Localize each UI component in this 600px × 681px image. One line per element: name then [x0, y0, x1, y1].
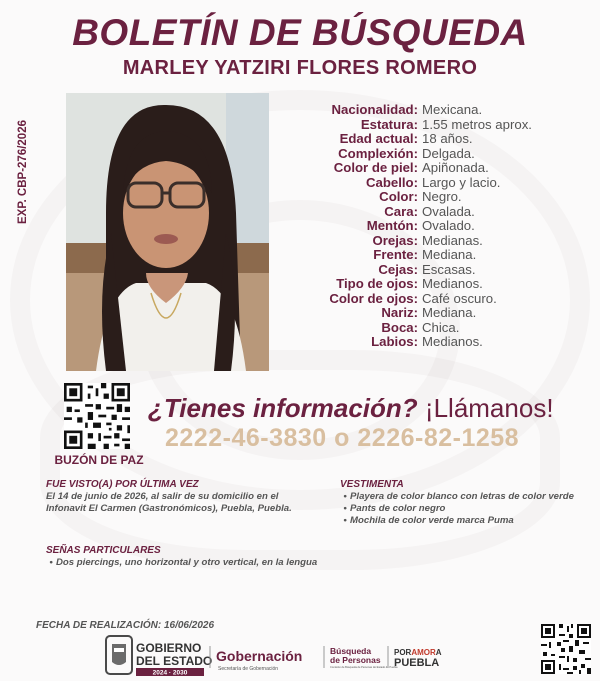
clothing-heading: VESTIMENTA: [340, 479, 404, 490]
detail-value: 18 años.: [422, 131, 473, 146]
detail-row: [290, 132, 590, 147]
footer-logo2-sub: Secretaría de Gobernación: [218, 666, 279, 672]
detail-label: Estatura:: [360, 116, 418, 132]
detail-value: Café oscuro.: [422, 290, 497, 306]
bullet-icon: •: [343, 503, 347, 514]
footer-logo3-line1: Búsqueda: [330, 646, 372, 656]
list-item: [46, 557, 446, 569]
bullet-icon: •: [343, 491, 347, 502]
bulletin-title: BOLETÍN DE BÚSQUEDA: [72, 12, 528, 53]
detail-row: [290, 176, 590, 191]
detail-label: Cara:: [384, 203, 418, 219]
marks-heading: SEÑAS PARTICULARES: [46, 545, 161, 556]
detail-row: [290, 205, 590, 220]
detail-label: Orejas:: [372, 232, 418, 248]
last-seen-text: El 14 de junio de 2026, al salir de su domicilio en el Infonavit El Carmen (Gastronómicos), Puebla, Puebla.: [46, 491, 292, 514]
detail-label: Edad actual:: [339, 131, 418, 146]
marks-list: [46, 557, 446, 569]
footer-logo3-sub: Comisión de Búsqueda de Personas del Estado de Puebla: [330, 666, 398, 669]
person-name: MARLEY YATZIRI FLORES ROMERO: [122, 57, 478, 79]
detail-value: Mediana.: [422, 305, 477, 320]
detail-label: Cejas:: [378, 261, 418, 277]
physical-description: [290, 103, 590, 350]
detail-value: Largo y lacio.: [422, 174, 501, 190]
detail-value: Chica.: [422, 319, 460, 335]
phone-connector: o: [334, 424, 350, 452]
detail-value: Medianas.: [422, 232, 483, 248]
detail-label: Labios:: [371, 334, 418, 349]
detail-value: Ovalado.: [422, 218, 475, 233]
footer-logo1-line2: DEL ESTADO: [136, 654, 213, 668]
person-photo: [66, 93, 269, 371]
detail-label: Nacionalidad:: [331, 102, 418, 117]
detail-row: [290, 263, 590, 278]
phone-number-2[interactable]: 2226-82-1258: [357, 424, 520, 452]
detail-row: [290, 190, 590, 205]
list-item: [340, 515, 585, 527]
last-seen-heading: FUE VISTO(A) POR ÚLTIMA VEZ: [46, 479, 199, 490]
footer-logo2: Gobernación: [216, 648, 303, 664]
detail-value: 1.55 metros aprox.: [422, 116, 532, 132]
detail-row: [290, 335, 590, 350]
detail-label: Color de ojos:: [329, 290, 418, 306]
detail-label: Tipo de ojos:: [336, 276, 418, 291]
detail-value: Ovalada.: [422, 203, 475, 219]
qr-code-icon[interactable]: [541, 624, 591, 674]
detail-label: Frente:: [373, 247, 418, 262]
detail-row: [290, 277, 590, 292]
detail-row: [290, 118, 590, 133]
detail-row: [290, 306, 590, 321]
search-bulletin: BOLETÍN DE BÚSQUEDA MARLEY YATZIRI FLORES ROMERO EXP. CBP-276/2026 Nacionalidad: Mexicana. Estatura: 1.55 metros aprox. Edad actual: 18 años. Complexión: Delgada. Color de piel: Apiñonada. Cabello: Largo y lacio. Color: Negro. Cara: Ovalada. Mentón: Ovalado. Orejas: Medianas. Frente: Mediana. Cejas: Escasas. Tipo de ojos: Medianos. Color de ojos: Café oscuro. Nariz: Mediana. Boca: Chica. Labios: Medianos. BUZÓN DE PAZ ¿Tienes información? ¡Llámanos! 2222-46-3830 o 2226-82-1258 FUE VISTO(A) POR ÚLTIMA VEZ El 14 de junio de 2026, al salir de su domicilio en el Infonavit El Carmen (Gastronómicos), Puebla, Puebla. VESTIMENTA • Playera de color blanco con letras de color verde • Pants de color negro • Mochila de color verde marca Puma SEÑAS PARTICULARES • Dos piercings, uno horizontal y otro vertical, en la lengua FECHA DE REALIZACIÓN: 16/06/2026 GOBIERNO DEL ESTADO 2024 · 2030 Gobernación Secretaría de Gobernación Búsqueda de Personas Comisión de Búsqueda de Personas del Estado de Puebla PORAMORA PUEBLA: [0, 0, 600, 681]
bullet-icon: •: [49, 557, 53, 568]
detail-row: [290, 248, 590, 263]
detail-label: Cabello:: [365, 174, 418, 190]
detail-row: [290, 147, 590, 162]
list-item: [340, 491, 585, 503]
buzon-label: BUZÓN DE PAZ: [54, 453, 144, 467]
detail-label: Boca:: [381, 319, 418, 335]
detail-row: [290, 103, 590, 118]
footer-logos: [100, 632, 460, 680]
list-item-text: Mochila de color verde marca Puma: [350, 515, 514, 526]
detail-value: Medianos.: [422, 334, 483, 349]
footer-logo1-line3: 2024 · 2030: [152, 669, 188, 677]
detail-value: Escasas.: [422, 261, 476, 277]
detail-label: Color de piel:: [333, 160, 418, 175]
footer-logo1-line1: GOBIERNO: [136, 641, 202, 655]
contact-call: ¡Llámanos!: [424, 393, 554, 423]
creation-date: FECHA DE REALIZACIÓN: 16/06/2026: [36, 620, 215, 631]
detail-value: Mediana.: [422, 247, 477, 262]
detail-row: [290, 321, 590, 336]
contact-question: ¿Tienes información?: [148, 393, 418, 423]
footer-logo4-line1: PORAMORA: [394, 648, 442, 657]
detail-label: Mentón:: [366, 218, 418, 233]
list-item-text: Pants de color negro: [350, 503, 446, 514]
clothing-list: [340, 491, 585, 527]
bullet-icon: •: [343, 515, 347, 526]
detail-row: [290, 234, 590, 249]
phone-numbers: [165, 424, 519, 453]
detail-value: Medianos.: [422, 276, 483, 291]
qr-code-icon[interactable]: [64, 383, 130, 449]
detail-value: Apiñonada.: [422, 160, 489, 175]
contact-heading: [148, 393, 588, 424]
detail-value: Delgada.: [422, 145, 475, 161]
list-item-text: Dos piercings, uno horizontal y otro vertical, en la lengua: [56, 557, 318, 568]
list-item-text: Playera de color blanco con letras de color verde: [350, 491, 574, 502]
state-seal-icon: [106, 636, 132, 674]
detail-value: Mexicana.: [422, 102, 483, 117]
detail-label: Nariz:: [381, 305, 418, 320]
detail-label: Complexión:: [338, 145, 418, 161]
detail-label: Color:: [379, 189, 418, 204]
detail-row: [290, 219, 590, 234]
list-item: [340, 503, 585, 515]
footer-logo3-line2: de Personas: [330, 655, 381, 665]
detail-value: Negro.: [422, 189, 462, 204]
phone-number-1[interactable]: 2222-46-3830: [165, 424, 327, 452]
footer-logo4-line2: PUEBLA: [394, 657, 440, 669]
detail-row: [290, 161, 590, 176]
detail-row: [290, 292, 590, 307]
